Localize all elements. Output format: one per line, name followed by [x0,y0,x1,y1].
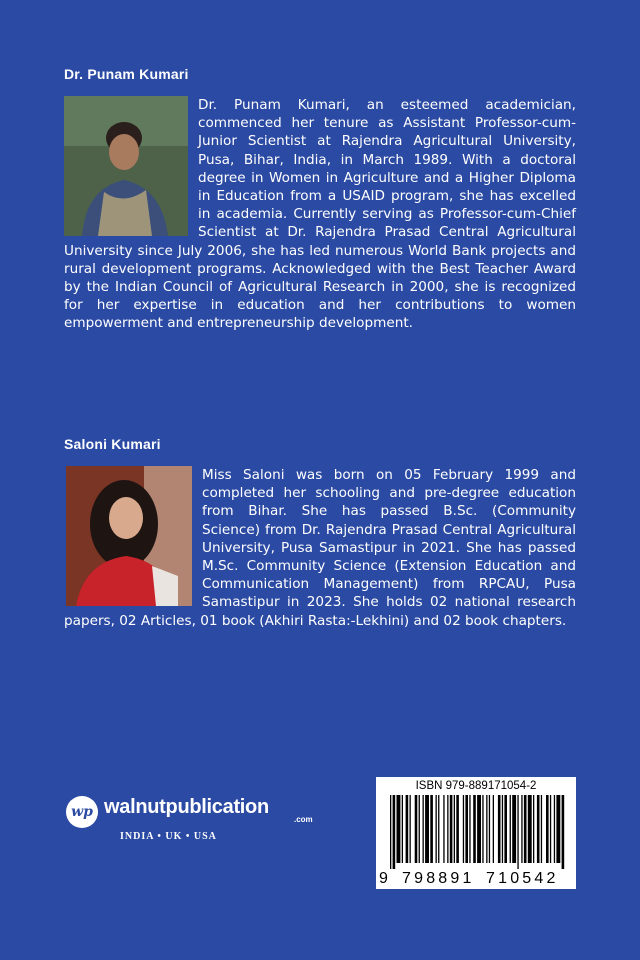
barcode-bar [423,795,424,863]
publisher-mark-icon: wp [66,796,98,828]
barcode-bar [410,795,411,863]
author-photo [66,466,192,606]
barcode-bar [546,795,549,863]
barcode-left-digits: 798891 [402,870,475,887]
barcode-bar [397,795,401,863]
author-name: Dr. Punam Kumari [64,66,189,82]
barcode-bar [456,795,459,863]
barcode-bar [486,795,487,863]
isbn-label: ISBN 979-889171054-2 [415,780,537,792]
barcode-bar [425,795,429,863]
barcode-bar [556,795,560,863]
barcode-bar [537,795,540,863]
publisher-logo [66,794,313,850]
barcode-lead-digit: 9 [379,870,388,887]
barcode-bar [502,795,503,863]
barcode-bar [465,795,468,863]
barcode-bar [521,795,522,863]
barcode-bar [473,795,476,863]
barcode-bar [524,795,527,863]
barcode-bars [386,795,570,869]
barcode-bar [390,795,391,869]
barcode-bar [402,795,403,863]
barcode-bar [533,795,534,863]
publisher-regions: INDIA • UK • USA [120,831,217,842]
barcode-bar [504,795,507,863]
barcode-bar [443,795,444,863]
isbn-barcode [376,777,576,889]
barcode-bar [550,795,551,863]
barcode-bar [517,795,518,869]
barcode-bar [498,795,501,863]
barcode-bar [562,795,565,869]
barcode-bar [430,795,433,863]
barcode-bar [447,795,448,863]
barcode-bar [528,795,532,863]
publisher-name: walnutpublication [104,796,269,818]
barcode-bar [438,795,439,863]
barcode-bar [450,795,453,863]
barcode-bar [477,795,481,863]
publisher-domain: .com [294,815,313,824]
barcode-bar [512,795,516,863]
barcode-bar [454,795,455,863]
barcode-bar [393,795,396,869]
barcode-bar [419,795,420,863]
author-name: Saloni Kumari [64,436,161,452]
barcode-bar [510,795,511,863]
barcode-bar [406,795,409,863]
barcode-bar [541,795,542,863]
barcode-bar [469,795,470,863]
barcode-bar [463,795,464,863]
author-section-saloni-kumari [64,434,576,630]
barcode-bar [554,795,555,863]
barcode-bar [436,795,437,863]
barcode-bar [482,795,483,863]
author-bio: Miss Saloni was born on 05 February 1999 and completed her schooling and pre-degree education from Bihar. She has passed B.Sc. (Community Science) from Dr. Rajendra Prasad Central Agricultural University, Pusa Samastipur in 2021. She has passed M.Sc. Community Science (Extension Education and Communication Management) from RPCAU, Pusa Samastipur in 2023. She holds 02 national research papers, 02 Articles, 01 book (Akhiri Rasta:-Lekhini) and 02 book chapters. [64,467,576,629]
author-photo [64,96,188,236]
barcode-right-digits: 710542 [486,870,559,887]
barcode-bar [493,795,494,863]
barcode-bar [415,795,418,863]
barcode-bar [489,795,490,863]
author-bio: Dr. Punam Kumari, an esteemed academician, commenced her tenure as Assistant Professor-cum-Junior Scientist at Rajendra Agricultural University, Pusa, Bihar, India, in March 1989. With a doctoral degree in Women in Agriculture and a Higher Diploma in Education from a USAID program, she has excelled in academia. Currently serving as Professor-cum-Chief Scientist at Dr. Rajendra Prasad Central Agricultural University since July 2006, she has led numerous World Bank projects and rural development programs. Acknowledged with the Best Teacher Award by the Indian Council of Agricultural Research in 2000, she is recognized for her expertise in education and her contributions to women empowerment and entrepreneurship development. [64,97,576,332]
author-section-punam-kumari [64,64,576,333]
